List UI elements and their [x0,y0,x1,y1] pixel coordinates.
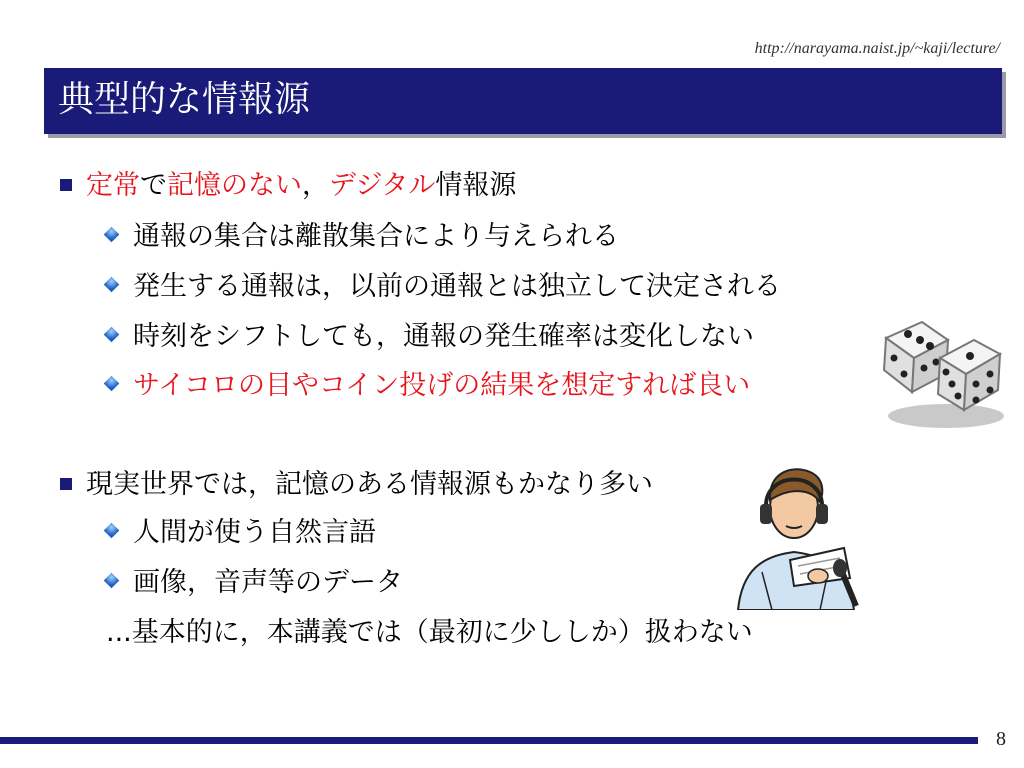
sub-bullet-text: 発生する通報は，以前の通報とは独立して決定される [133,271,781,302]
diamond-bullet-icon [104,227,120,243]
sub-bullet-2-1 [106,515,376,551]
sub-bullet-text: 画像，音声等のデータ [133,567,403,598]
diamond-bullet-icon [104,277,120,293]
sub-bullet-text: 時刻をシフトしても，通報の発生確率は変化しない [133,321,754,352]
header-url: http://narayama.naist.jp/~kaji/lecture/ [754,40,1000,57]
bullet-1-text-red-3: デジタル [329,170,436,201]
bullet-1-text-red-1: 定常 [86,170,140,201]
square-bullet-icon [60,478,72,490]
diamond-bullet-icon [104,327,120,343]
sub-bullet-1-4 [106,368,750,404]
sub-bullet-1-3 [106,319,754,355]
slide-title: 典型的な情報源 [58,79,311,120]
note-line: ...基本的に，本講義では（最初に少ししか）扱わない [106,617,753,648]
dice-icon [876,310,1008,430]
title-bar [44,68,1002,134]
sub-bullet-1-1 [106,219,619,255]
diamond-bullet-icon [104,573,120,589]
bullet-1-text-6: 情報源 [435,170,517,201]
diamond-bullet-icon [104,376,120,392]
bullet-1-text-red-2: 記憶のない [167,170,302,201]
sub-bullet-text: 人間が使う自然言語 [133,517,376,548]
sub-bullet-text: 通報の集合は離散集合により与えられる [133,221,619,252]
bullet-2 [60,467,653,503]
sub-bullet-text: サイコロの目やコイン投げの結果を想定すれば良い [133,370,751,401]
bullet-1-text-comma: ， [302,170,329,201]
diamond-bullet-icon [104,523,120,539]
bullet-1-text-2: で [140,170,167,201]
square-bullet-icon [60,179,72,191]
bullet-1 [60,168,516,204]
person-headphones-icon [732,460,864,610]
page-number: 8 [996,728,1006,750]
sub-bullet-2-2 [106,565,403,601]
footer-divider [0,737,978,744]
bullet-2-text: 現実世界では，記憶のある情報源もかなり多い [86,469,653,500]
sub-bullet-1-2 [106,269,781,305]
